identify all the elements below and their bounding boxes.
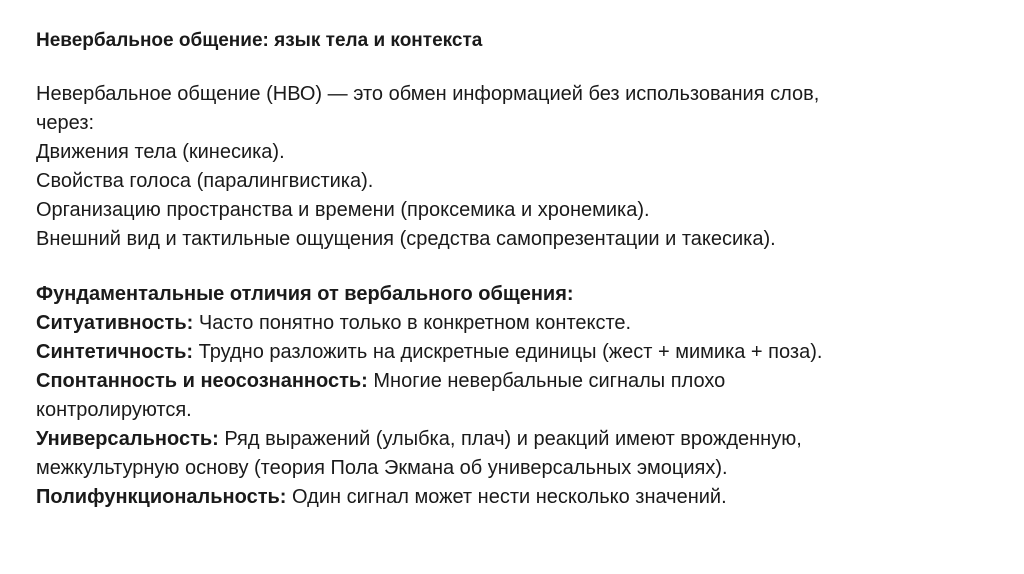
difference-item-polyfunctionality [36, 483, 996, 512]
slide-title: Невербальное общение: язык тела и контекста [36, 30, 483, 51]
intro-line-1: Невербальное общение (НВО) — это обмен информацией без использования слов, [36, 83, 820, 105]
difference-text: Часто понятно только в конкретном контексте. [193, 312, 632, 334]
slide-content [36, 28, 996, 512]
difference-item-spontaneity [36, 367, 996, 396]
difference-item-situativity [36, 309, 996, 338]
difference-item-spontaneity-cont: контролируются. [36, 399, 192, 421]
difference-term: Универсальность: [36, 428, 219, 450]
differences-heading: Фундаментальные отличия от вербального общения: [36, 283, 574, 305]
difference-term: Ситуативность: [36, 312, 194, 334]
difference-text: Один сигнал может нести несколько значений. [286, 486, 727, 508]
difference-term: Спонтанность и неосознанность: [36, 370, 368, 392]
difference-item-universality-cont: межкультурную основу (теория Пола Экмана об универсальных эмоциях). [36, 457, 728, 479]
difference-item-synthetic [36, 338, 996, 367]
intro-line-2: через: [36, 112, 95, 134]
differences-block [36, 280, 996, 512]
intro-block [36, 80, 996, 254]
difference-term: Полифункциональность: [36, 486, 287, 508]
intro-item-proxemics: Организацию пространства и времени (проксемика и хронемика). [36, 199, 650, 221]
difference-text: Многие невербальные сигналы плохо [367, 370, 726, 392]
intro-item-paralinguistics: Свойства голоса (паралингвистика). [36, 170, 374, 192]
difference-item-universality [36, 425, 996, 454]
intro-item-kinesics: Движения тела (кинесика). [36, 141, 285, 163]
difference-text: Ряд выражений (улыбка, плач) и реакций имеют врожденную, [218, 428, 802, 450]
difference-term: Синтетичность: [36, 341, 194, 363]
difference-text: Трудно разложить на дискретные единицы (жест + мимика + поза). [193, 341, 823, 363]
intro-item-appearance: Внешний вид и тактильные ощущения (средства самопрезентации и такесика). [36, 228, 776, 250]
